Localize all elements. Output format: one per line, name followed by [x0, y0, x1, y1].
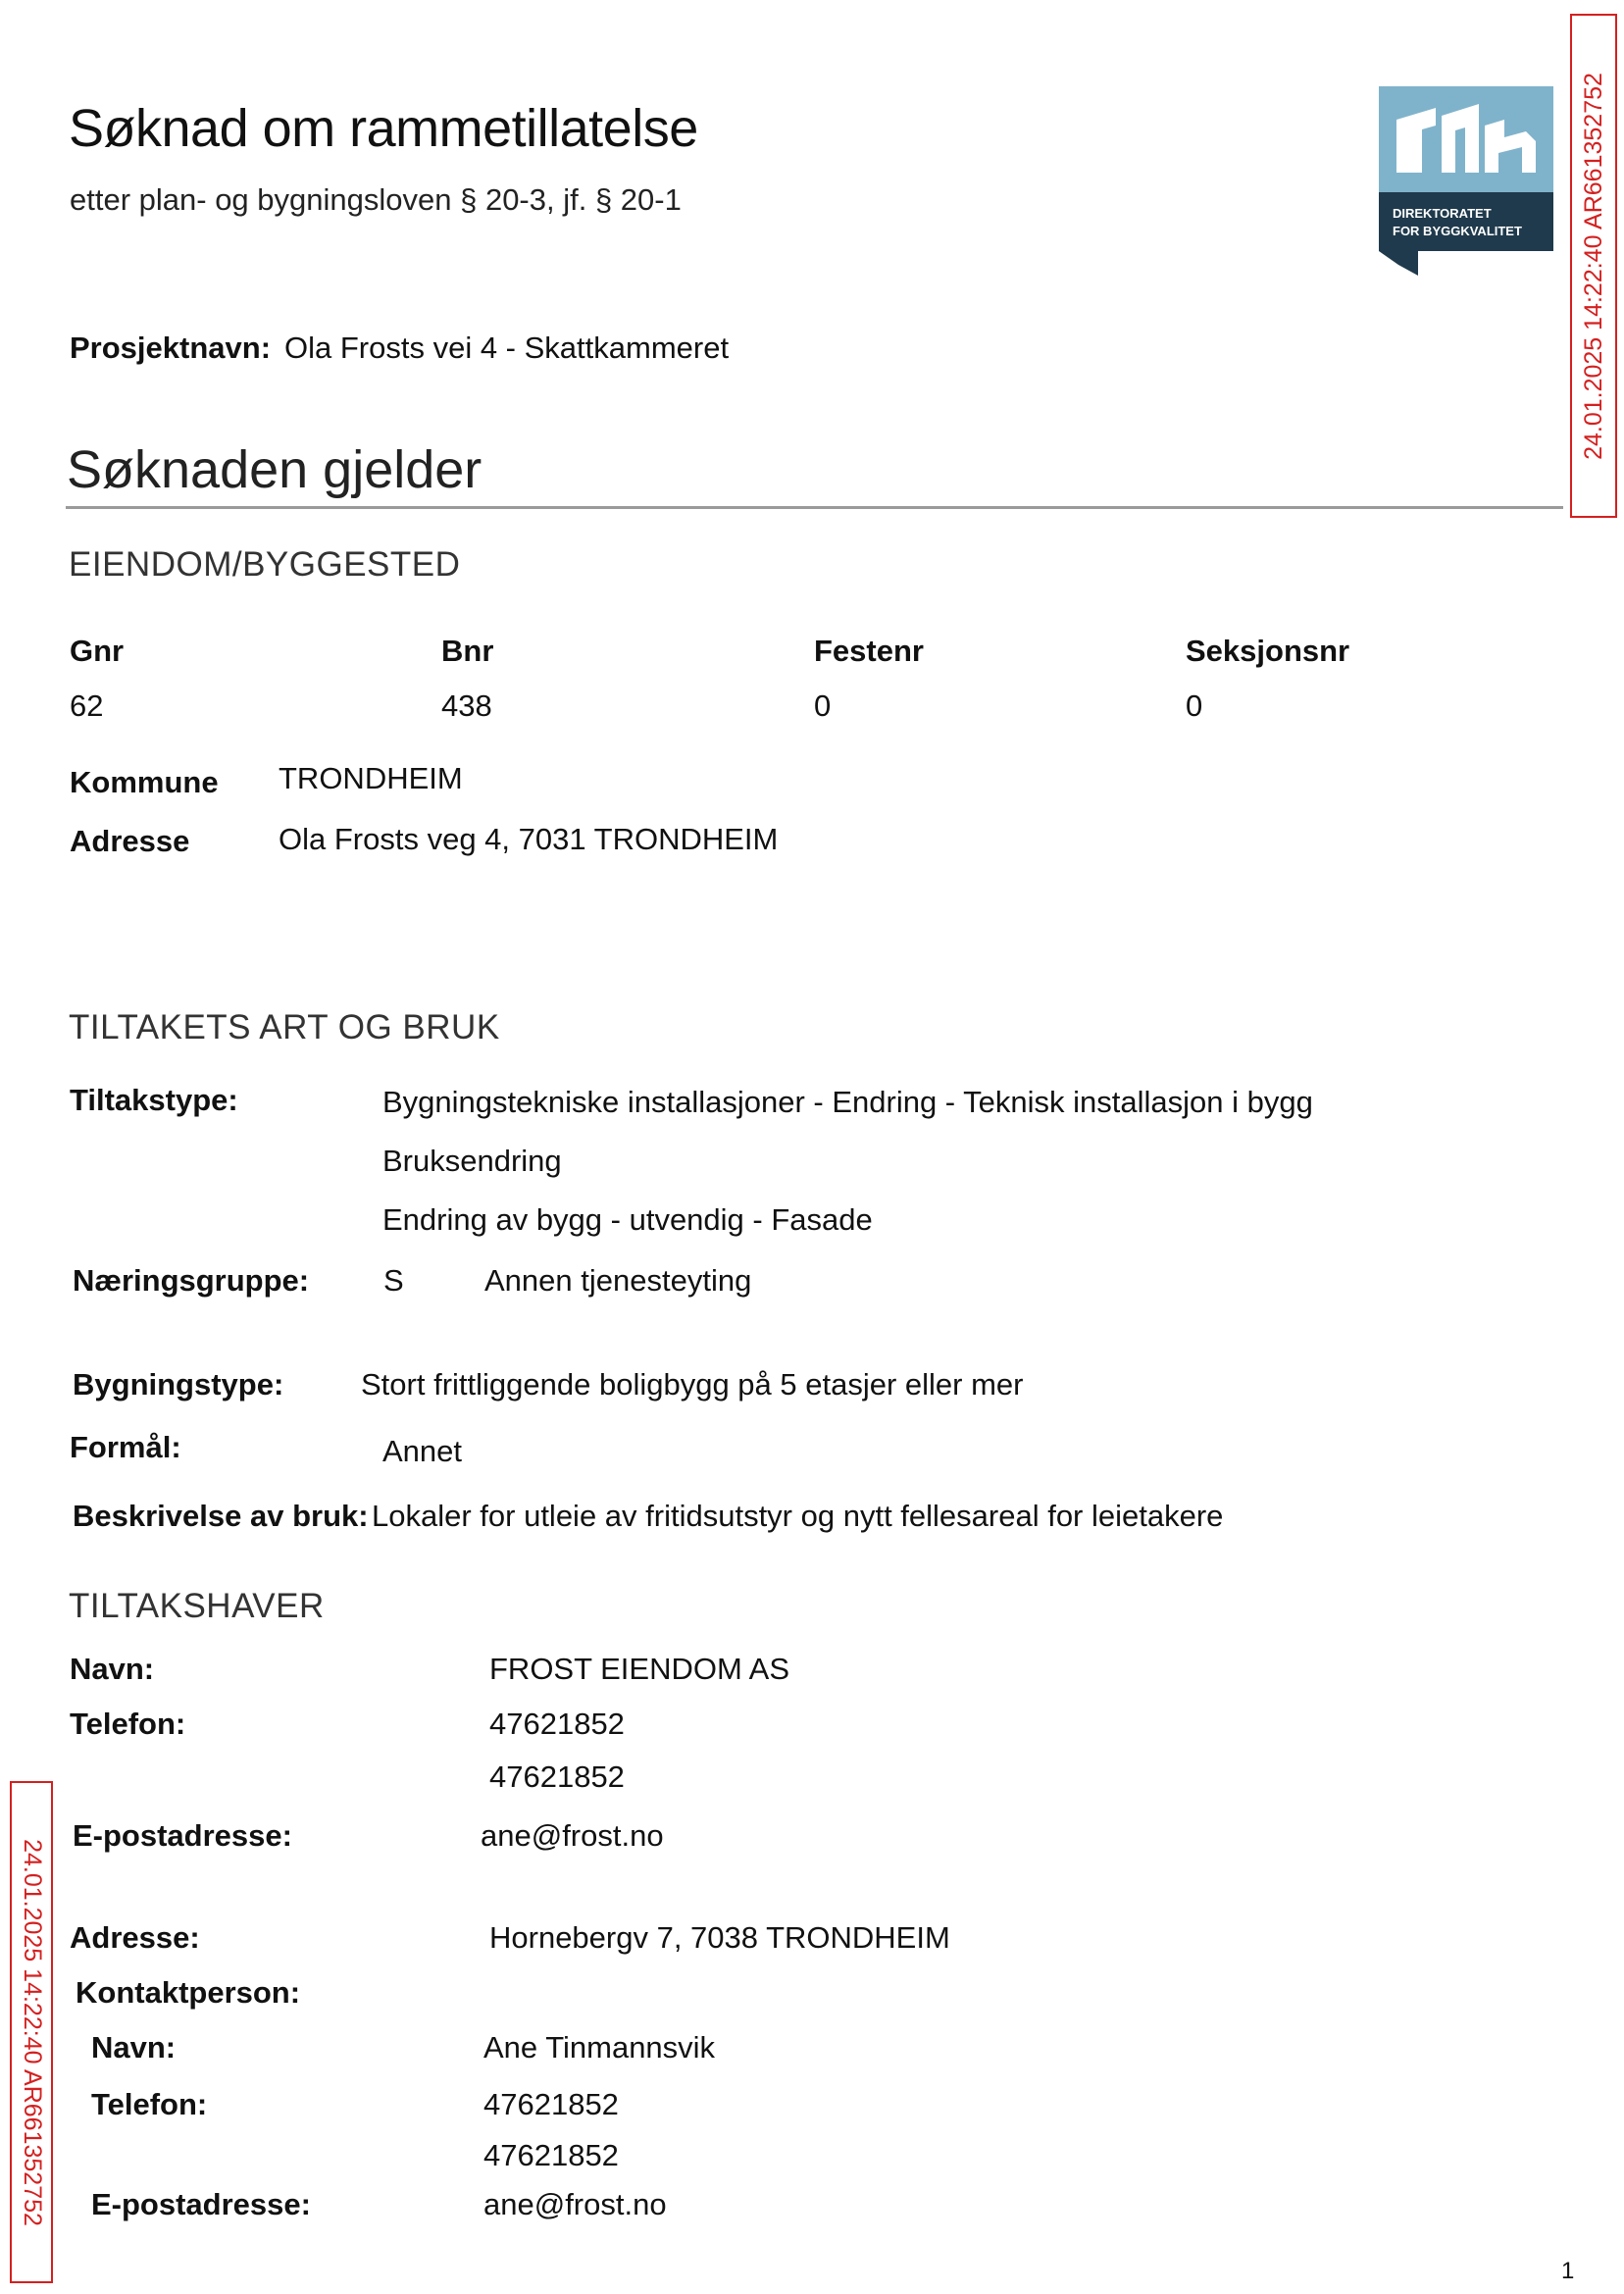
- tiltakshaver-adresse-label: Adresse:: [70, 1920, 200, 1955]
- document-subtitle: etter plan- og bygningsloven § 20-3, jf. § 20-1: [70, 182, 682, 217]
- timestamp-stamp-right: [1570, 14, 1617, 518]
- tiltakstype-item: Endring av bygg - utvendig - Fasade: [382, 1202, 873, 1237]
- tiltakshaver-telefon-value: 47621852: [489, 1707, 625, 1741]
- naeringsgruppe-value: Annen tjenesteyting: [484, 1263, 752, 1298]
- adresse-label: Adresse: [70, 824, 190, 858]
- project-name-value: Ola Frosts vei 4 - Skattkammeret: [284, 331, 730, 365]
- bygningstype-value: Stort frittliggende boligbygg på 5 etasjer eller mer: [361, 1367, 1024, 1402]
- project-name-label: Prosjektnavn:: [70, 331, 272, 365]
- formal-value: Annet: [382, 1434, 463, 1468]
- festenr-value: 0: [814, 688, 832, 723]
- festenr-label: Festenr: [814, 634, 924, 668]
- kontakt-epost-label: E-postadresse:: [91, 2187, 311, 2221]
- naeringsgruppe-code: S: [383, 1263, 404, 1298]
- dibk-logo: [1379, 86, 1553, 276]
- gnr-value: 62: [70, 688, 104, 723]
- kontakt-navn-label: Navn:: [91, 2030, 177, 2065]
- tiltak-heading: TILTAKETS ART OG BRUK: [69, 1008, 500, 1046]
- tiltakshaver-heading: TILTAKSHAVER: [69, 1587, 325, 1625]
- logo-text-line1: DIREKTORATET: [1393, 206, 1492, 221]
- section-title: Søknaden gjelder: [67, 440, 482, 499]
- timestamp-stamp-left: [10, 1781, 53, 2283]
- section-divider: [66, 506, 1563, 509]
- tiltakstype-label: Tiltakstype:: [70, 1083, 238, 1117]
- tiltakshaver-telefon-value: 47621852: [489, 1759, 625, 1794]
- tiltakshaver-epost-value: ane@frost.no: [481, 1818, 664, 1853]
- bygningstype-label: Bygningstype:: [73, 1367, 284, 1402]
- kontakt-epost-value: ane@frost.no: [483, 2187, 667, 2221]
- tiltakshaver-navn-label: Navn:: [70, 1652, 155, 1686]
- tiltakshaver-navn-value: FROST EIENDOM AS: [489, 1652, 790, 1686]
- tiltakshaver-epost-label: E-postadresse:: [73, 1818, 292, 1853]
- gnr-label: Gnr: [70, 634, 125, 668]
- beskrivelse-value: Lokaler for utleie av fritidsutstyr og nytt fellesareal for leietakere: [372, 1499, 1224, 1533]
- kontakt-telefon-value: 47621852: [483, 2138, 619, 2172]
- kontakt-telefon-value: 47621852: [483, 2087, 619, 2121]
- adresse-value: Ola Frosts veg 4, 7031 TRONDHEIM: [279, 822, 779, 856]
- tiltakstype-item: Bygningstekniske installasjoner - Endring - Teknisk installasjon i bygg: [382, 1085, 1313, 1119]
- eiendom-heading: EIENDOM/BYGGESTED: [69, 545, 461, 584]
- kontaktperson-label: Kontaktperson:: [76, 1975, 301, 2010]
- formal-label: Formål:: [70, 1430, 181, 1464]
- seksjonsnr-label: Seksjonsnr: [1186, 634, 1350, 668]
- kommune-value: TRONDHEIM: [279, 761, 463, 795]
- kontakt-navn-value: Ane Tinmannsvik: [483, 2030, 716, 2065]
- tiltakshaver-adresse-value: Hornebergv 7, 7038 TRONDHEIM: [489, 1920, 950, 1955]
- naeringsgruppe-label: Næringsgruppe:: [73, 1263, 310, 1298]
- logo-text-line2: FOR BYGGKVALITET: [1393, 224, 1522, 238]
- page-number: 1: [1561, 2258, 1575, 2284]
- tiltakshaver-telefon-label: Telefon:: [70, 1707, 186, 1741]
- beskrivelse-label: Beskrivelse av bruk:: [73, 1499, 369, 1533]
- kommune-label: Kommune: [70, 765, 219, 799]
- bnr-label: Bnr: [441, 634, 494, 668]
- stamp-text-right: 24.01.2025 14:22:40 AR661352752: [1579, 72, 1607, 460]
- document-title: Søknad om rammetillatelse: [69, 99, 698, 158]
- seksjonsnr-value: 0: [1186, 688, 1203, 723]
- stamp-text-left: 24.01.2025 14:22:40 AR661352752: [18, 1838, 46, 2226]
- tiltakstype-item: Bruksendring: [382, 1144, 562, 1178]
- kontakt-telefon-label: Telefon:: [91, 2087, 208, 2121]
- bnr-value: 438: [441, 688, 492, 723]
